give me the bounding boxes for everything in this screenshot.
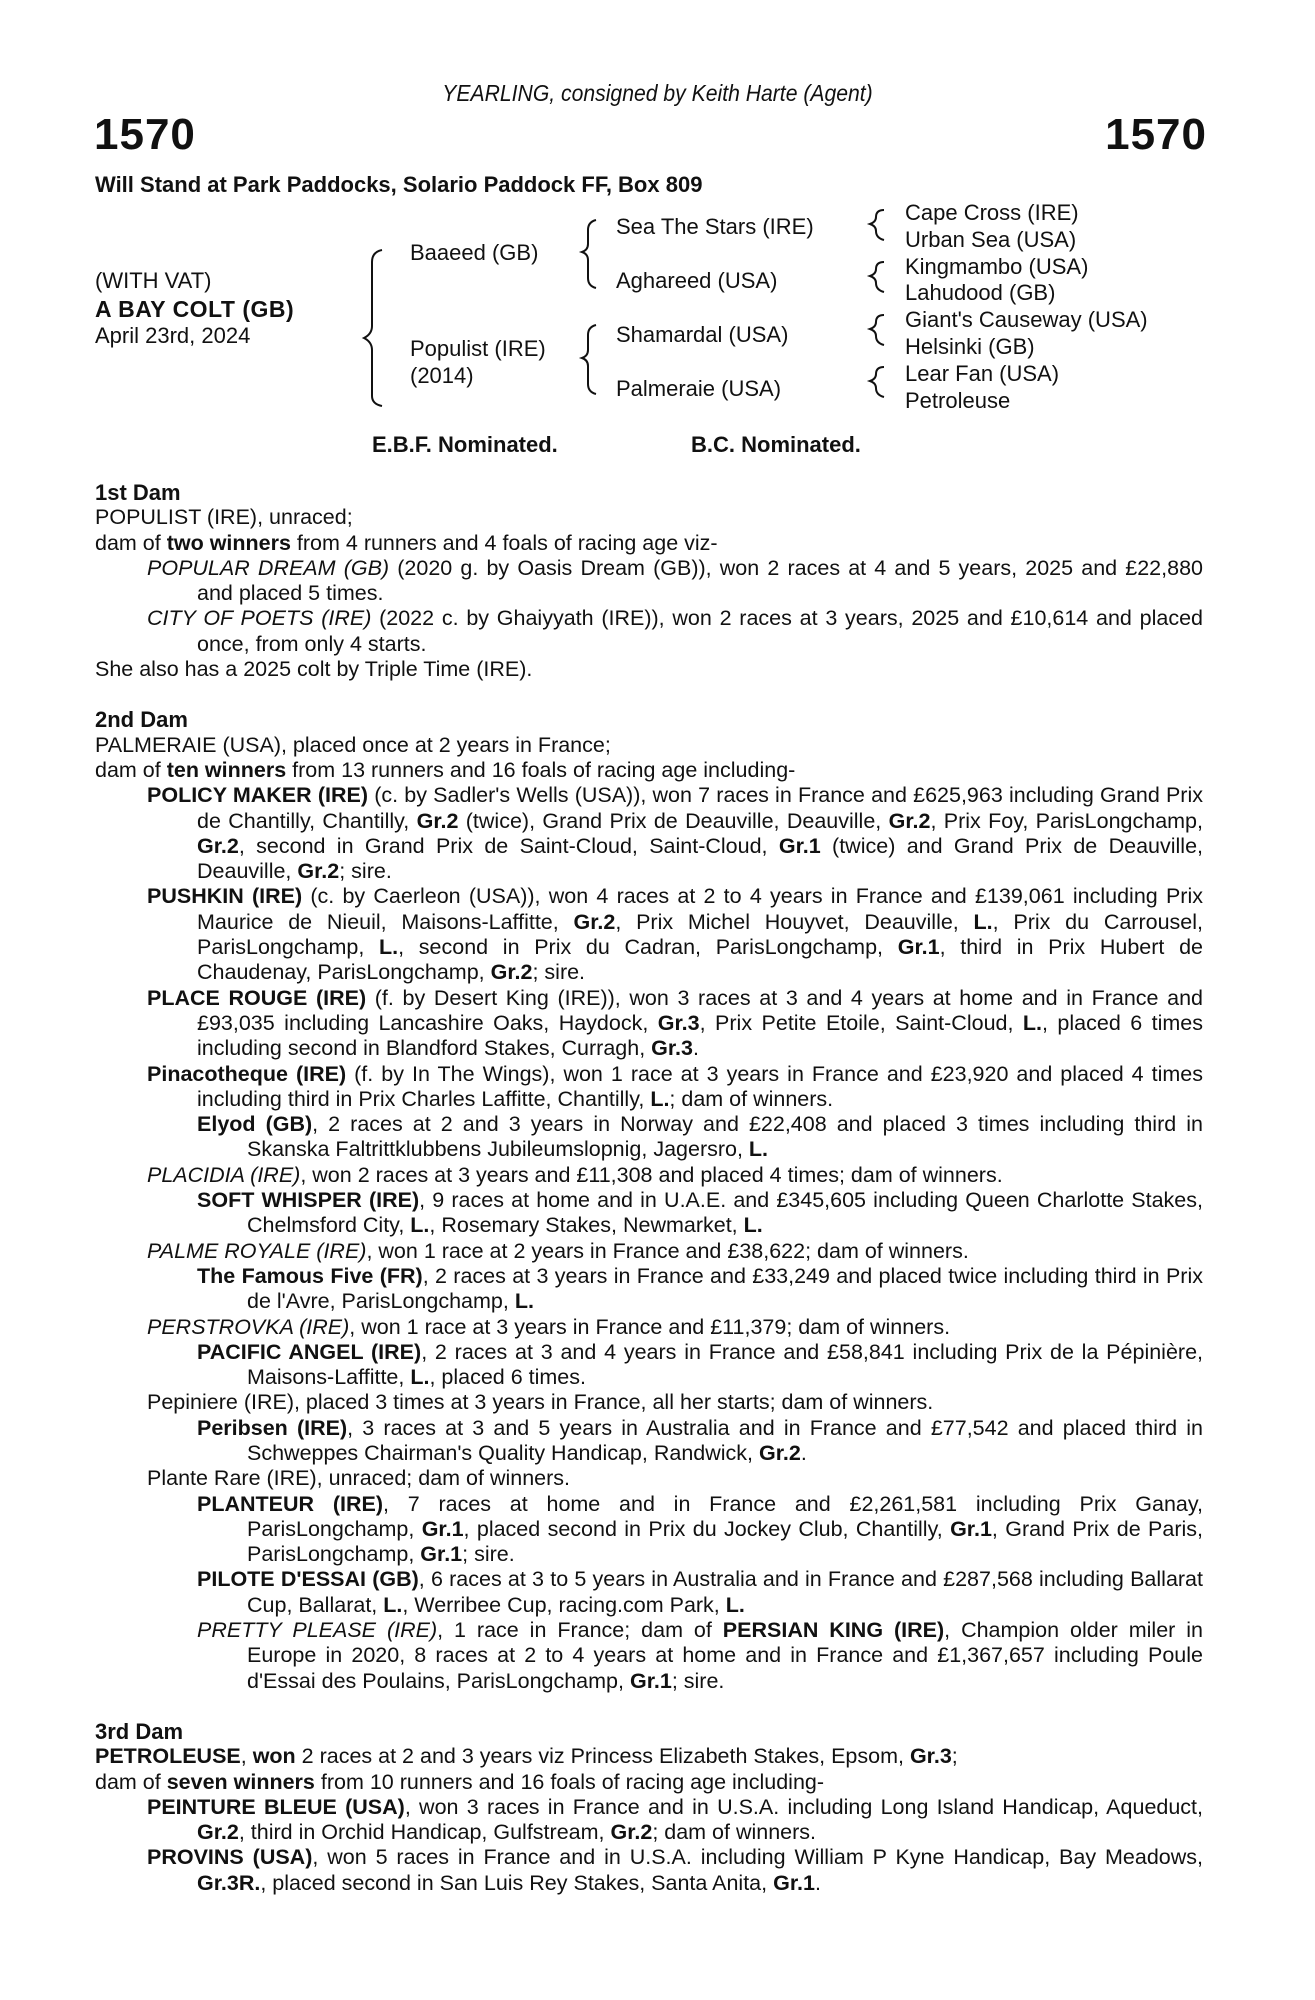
g1-text: Gr.2 — [573, 909, 616, 934]
name-text: Peribsen (IRE) — [197, 1415, 348, 1440]
t1-text: , won 2 races at 3 years and £11,308 and placed 4 times; dam of winners. — [300, 1162, 1003, 1187]
t4-text: , second in Grand Prix de Saint-Cloud, Saint-Cloud, — [238, 833, 779, 858]
name-text: PACIFIC ANGEL (IRE) — [197, 1339, 422, 1364]
g4-text: Gr.1 — [897, 935, 940, 960]
g1-text: L. — [650, 1086, 670, 1111]
dam-dam: Palmeraie (USA) — [616, 376, 782, 401]
g1-text: Gr.1 — [629, 1668, 672, 1693]
produce-entry-palme-royale — [147, 1239, 1203, 1264]
t2-text: , third in Orchid Handicap, Gulfstream, — [238, 1820, 611, 1845]
g2-text: Gr.1 — [773, 1870, 815, 1895]
g2-text: Gr.1 — [950, 1516, 992, 1541]
g3-ancestor: Petroleuse — [905, 388, 1011, 413]
g3-ancestor: Lahudood (GB) — [905, 280, 1056, 305]
name-text: PRETTY PLEASE (IRE) — [197, 1618, 438, 1643]
t1-text: (c. by Sadler's Wells (USA)), won 7 races in France and £625,963 including Grand Prix de Chantilly, Chantilly, — [197, 783, 1203, 833]
g1-text: Gr.2 — [416, 808, 459, 833]
t2-text: (twice), Grand Prix de Deauville, Deauville, — [458, 808, 889, 833]
t2-text: ; dam of winners. — [669, 1086, 834, 1111]
g1-text: Gr.3 — [909, 1744, 952, 1769]
g3-ancestor: Giant's Causeway (USA) — [905, 307, 1148, 332]
won-text: won — [252, 1744, 296, 1769]
vat-status: (WITH VAT) — [95, 268, 212, 293]
produce-entry-famous-five — [197, 1264, 1203, 1315]
g3-ancestor: Urban Sea (USA) — [905, 227, 1077, 252]
t1-text: , 3 races at 3 and 5 years in Australia and in France and £77,542 and placed third in Schweppes Chairman's Quality Handicap, Randwick, — [247, 1415, 1203, 1465]
bracket-sire — [582, 220, 596, 288]
t4-text: ; sire. — [462, 1542, 515, 1567]
stabling-location: Will Stand at Park Paddocks, Solario Paddock FF, Box 809 — [95, 172, 703, 197]
g3-text: Gr.1 — [420, 1542, 463, 1567]
g1-text: Gr.2 — [197, 1820, 239, 1845]
g1-text: Gr.1 — [421, 1516, 464, 1541]
g5-text: Gr.2 — [297, 859, 340, 884]
g1-text: L. — [748, 1137, 769, 1162]
produce-entry-elyod — [197, 1112, 1203, 1163]
dam-of-pre-text: dam of — [95, 530, 167, 555]
sire: Baaeed (GB) — [410, 240, 539, 265]
t2-text: ; — [951, 1744, 958, 1769]
t2-text: , Rosemary Stakes, Newmarket, — [429, 1213, 744, 1238]
bold-text: PERSIAN KING (IRE) — [722, 1618, 945, 1643]
dam-year: (2014) — [410, 363, 474, 388]
produce-entry-peribsen — [197, 1416, 1203, 1467]
produce-entry-placidia — [147, 1163, 1203, 1188]
catalogue-body — [95, 480, 1203, 1896]
produce-entry-perstrovka — [147, 1315, 1203, 1340]
name-text: The Famous Five (FR) — [197, 1263, 423, 1288]
third-dam-heading: 3rd Dam — [95, 1718, 184, 1744]
t1-text: , won 1 race at 2 years in France and £38,622; dam of winners. — [366, 1238, 969, 1263]
dam-of-post-text: from 13 runners and 16 foals of racing age including- — [286, 757, 796, 782]
first-dam-summary — [95, 531, 1203, 556]
g2-text: L. — [973, 909, 993, 934]
bracket-dam — [582, 325, 596, 394]
lot-number-right: 1570 — [1105, 110, 1207, 159]
t1-text: , 7 races at home and in France and £2,261,581 including Prix Ganay, ParisLongchamp, — [247, 1491, 1203, 1541]
g1-text: L. — [514, 1289, 534, 1314]
g3-text: Gr.2 — [197, 833, 239, 858]
t2-text: , Prix Petite Etoile, Saint-Cloud, — [699, 1010, 1023, 1035]
produce-entry-pushkin — [147, 884, 1203, 985]
g1-text: L. — [383, 1592, 403, 1617]
dam-of-post-text: from 4 runners and 4 foals of racing age viz- — [290, 530, 718, 555]
produce-entry-policy-maker — [147, 783, 1203, 884]
t2-text: , placed second in San Luis Rey Stakes, Santa Anita, — [260, 1870, 774, 1895]
produce-entry-pinacotheque — [147, 1062, 1203, 1113]
t6-text: ; sire. — [339, 859, 392, 884]
second-dam-intro: PALMERAIE (USA), placed once at 2 years in France; — [95, 732, 611, 757]
dam-of-post-text: from 10 runners and 16 foals of racing age including- — [314, 1769, 825, 1794]
t1-text: , won 5 races in France and in U.S.A. including William P Kyne Handicap, Bay Meadows, — [312, 1845, 1203, 1870]
name-text: PLANTEUR (IRE) — [197, 1491, 383, 1516]
t1-text: , 1 race in France; dam of — [437, 1618, 723, 1643]
name-text: PLACIDIA (IRE) — [147, 1162, 301, 1187]
dam-sire: Shamardal (USA) — [616, 322, 789, 347]
third-dam-intro — [95, 1744, 1203, 1769]
g1-text: L. — [410, 1213, 430, 1238]
text-text: (2020 g. by Oasis Dream (GB)), won 2 races at 4 and 5 years, 2025 and £22,880 and placed 5 times. — [197, 555, 1203, 606]
produce-entry-provins — [147, 1845, 1203, 1896]
second-dam-summary — [95, 758, 1203, 783]
second-dam-heading: 2nd Dam — [95, 707, 188, 733]
name-text: PLACE ROUGE (IRE) — [147, 985, 367, 1010]
g5-text: Gr.2 — [490, 960, 533, 985]
produce-entry-pepiniere: Pepiniere (IRE), placed 3 times at 3 years in France, all her starts; dam of winners. — [147, 1390, 934, 1415]
g2-text: L. — [1022, 1010, 1043, 1035]
g1-text: Gr.3R. — [197, 1870, 261, 1895]
produce-entry-soft-whisper — [197, 1188, 1203, 1239]
t3-text: , placed 6 times including second in Blandford Stakes, Curragh, — [197, 1010, 1204, 1061]
name-text: Elyod (GB) — [197, 1112, 313, 1137]
t1-text: , won 3 races in France and in U.S.A. including Long Island Handicap, Aqueduct, — [404, 1794, 1204, 1819]
g3-ancestor: Helsinki (GB) — [905, 334, 1035, 359]
t1-text: , 2 races at 3 and 4 years in France and £58,841 including Prix de la Pépinière, Maisons-Laffitte, — [247, 1339, 1203, 1390]
t3-text: , Prix Foy, ParisLongchamp, — [930, 808, 1203, 833]
sire-dam: Aghareed (USA) — [616, 268, 778, 293]
t2-text: . — [800, 1440, 807, 1465]
bracket-g3-1 — [870, 210, 884, 240]
name-text: PEINTURE BLEUE (USA) — [147, 1794, 405, 1819]
g1-text: Gr.2 — [758, 1440, 801, 1465]
t3-text: ; sire. — [671, 1668, 725, 1693]
produce-entry-planteur — [197, 1492, 1203, 1568]
produce-entry-pacific-angel — [197, 1340, 1203, 1391]
name-text: PETROLEUSE — [95, 1744, 241, 1769]
first-dam-footer: She also has a 2025 colt by Triple Time (IRE). — [95, 657, 533, 682]
dam-of-pre-text: dam of — [95, 1769, 167, 1794]
bracket-gen1 — [364, 250, 382, 406]
t2-text: , Champion older miler in Europe in 2020, 8 races at 2 to 4 years at home and in France and £1,367,657 including Poule d'Essai des Poulains, ParisLongchamp, — [247, 1618, 1203, 1693]
produce-entry — [147, 556, 1203, 607]
name-text: PROVINS (USA) — [147, 1845, 313, 1870]
name-text: PERSTROVKA (IRE) — [147, 1314, 350, 1339]
bracket-g3-2 — [870, 262, 884, 292]
name-text: PUSHKIN (IRE) — [147, 884, 303, 909]
t5-text: (twice) and Grand Prix de Deauville, Deauville, — [197, 833, 1203, 884]
t2-text: , placed 6 times. — [429, 1365, 586, 1390]
t1-text: , 9 races at home and in U.A.E. and £345,605 including Queen Charlotte Stakes, Chelmsford City, — [247, 1188, 1203, 1238]
ebf-nomination: E.B.F. Nominated. — [372, 432, 558, 457]
sep-text: , — [240, 1744, 253, 1769]
dam: Populist (IRE) — [410, 336, 546, 361]
dam-of-bold-text: seven winners — [166, 1769, 315, 1794]
g3-ancestor: Cape Cross (IRE) — [905, 200, 1079, 225]
t1-text: 2 races at 2 and 3 years viz Princess Elizabeth Stakes, Epsom, — [295, 1744, 910, 1769]
t1-text: , 2 races at 2 and 3 years in Norway and £22,408 and placed 3 times including third in Skanska Faltrittklubbens Jubileumslopnig, Jagersro, — [247, 1112, 1203, 1162]
t6-text: ; sire. — [532, 960, 586, 985]
g3-text: L. — [379, 935, 399, 960]
name-text: CITY OF POETS (IRE) — [147, 606, 372, 631]
g4-text: Gr.1 — [778, 833, 821, 858]
g2-text: Gr.2 — [888, 808, 931, 833]
produce-entry-place-rouge — [147, 986, 1203, 1062]
produce-entry-peinture-bleue — [147, 1795, 1203, 1846]
bracket-g3-4 — [870, 367, 884, 397]
g3-text: Gr.3 — [651, 1036, 693, 1061]
name-text: POPULAR DREAM (GB) — [147, 555, 390, 580]
t1-text: (f. by Desert King (IRE)), won 3 races at 3 and 4 years at home and in France and £93,035 including Lancashire Oaks, Haydock, — [197, 985, 1203, 1035]
lot-number-left: 1570 — [94, 110, 196, 159]
g2-text: L. — [743, 1213, 763, 1238]
g3-ancestor: Lear Fan (USA) — [905, 361, 1060, 386]
dam-of-pre-text: dam of — [95, 757, 167, 782]
consignor-line: YEARLING, consigned by Keith Harte (Agent) — [442, 80, 873, 106]
first-dam-heading: 1st Dam — [95, 480, 181, 505]
g2-text: Gr.2 — [610, 1820, 653, 1845]
text-text: (2022 c. by Ghaiyyath (IRE)), won 2 races at 3 years, 2025 and £10,614 and placed once, from only 4 starts. — [197, 606, 1203, 656]
t1-text: , 6 races at 3 to 5 years in Australia and in France and £287,568 including Ballarat Cup, Ballarat, — [247, 1567, 1203, 1617]
bc-nomination: B.C. Nominated. — [691, 432, 861, 457]
foaling-date: April 23rd, 2024 — [95, 323, 251, 348]
g1-text: Gr.3 — [657, 1010, 700, 1035]
t3-text: . — [814, 1870, 821, 1895]
first-dam-intro: POPULIST (IRE), unraced; — [95, 505, 353, 530]
dam-of-bold-text: ten winners — [166, 757, 287, 782]
g1-text: L. — [410, 1365, 430, 1390]
t3-text: ; dam of winners. — [652, 1820, 817, 1845]
t4-text: . — [693, 1036, 699, 1061]
t2-text: , Werribee Cup, racing.com Park, — [402, 1592, 726, 1617]
bracket-g3-3 — [870, 315, 884, 345]
t3-text: , Prix du Carrousel, ParisLongchamp, — [197, 909, 1204, 960]
produce-entry — [147, 606, 1203, 657]
t5-text: , third in Prix Hubert de Chaudenay, ParisLongchamp, — [197, 935, 1203, 985]
name-text: POLICY MAKER (IRE) — [147, 783, 369, 808]
name-text: SOFT WHISPER (IRE) — [197, 1188, 420, 1213]
t4-text: , second in Prix du Cadran, ParisLongchamp, — [398, 935, 898, 960]
produce-entry-plante-rare: Plante Rare (IRE), unraced; dam of winners. — [147, 1466, 571, 1491]
g3-ancestor: Kingmambo (USA) — [905, 254, 1089, 279]
t2-text: , Prix Michel Houyvet, Deauville, — [615, 909, 974, 934]
t1-text: , won 1 race at 3 years in France and £11,379; dam of winners. — [349, 1314, 951, 1339]
t3-text: , Grand Prix de Paris, ParisLongchamp, — [247, 1516, 1204, 1567]
name-text: PILOTE D'ESSAI (GB) — [197, 1567, 419, 1592]
t2-text: , placed second in Prix du Jockey Club, Chantilly, — [463, 1516, 951, 1541]
dam-of-bold-text: two winners — [166, 530, 291, 555]
produce-entry-pretty-please — [197, 1618, 1203, 1694]
t1-text: (c. by Caerleon (USA)), won 4 races at 2 to 4 years in France and £139,061 including Prix Maurice de Nieuil, Maisons-Laffitte, — [197, 884, 1203, 934]
g2-text: L. — [725, 1592, 745, 1617]
name-text: Pinacotheque (IRE) — [147, 1061, 347, 1086]
t1-text: (f. by In The Wings), won 1 race at 3 years in France and £23,920 and placed 4 times including third in Prix Charles Laffitte, Chantilly, — [197, 1061, 1203, 1111]
produce-entry-pilote-dessai — [197, 1567, 1203, 1618]
t1-text: , 2 races at 3 years in France and £33,249 and placed twice including third in Prix de l'Avre, ParisLongchamp, — [247, 1263, 1203, 1314]
sire-sire: Sea The Stars (IRE) — [616, 214, 814, 239]
horse-name: A BAY COLT (GB) — [95, 296, 295, 322]
name-text: PALME ROYALE (IRE) — [147, 1238, 367, 1263]
third-dam-summary — [95, 1770, 1203, 1795]
